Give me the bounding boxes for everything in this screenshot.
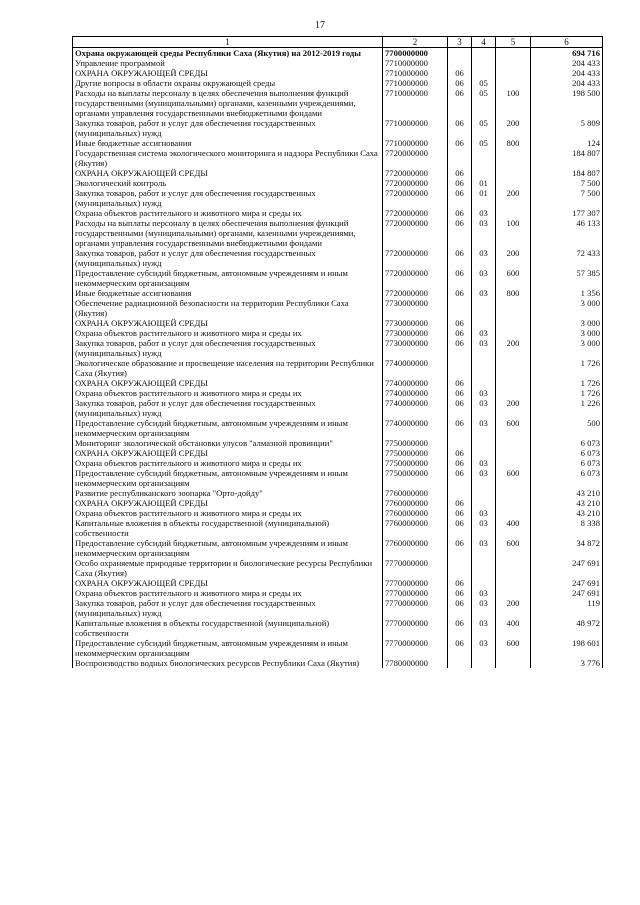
row-expense-type bbox=[496, 508, 531, 518]
row-section bbox=[448, 488, 472, 498]
table-row bbox=[73, 538, 603, 558]
row-name: Охрана объектов растительного и животного мира и среды их bbox=[73, 328, 383, 338]
row-amount: 6 073 bbox=[531, 458, 603, 468]
table-row bbox=[73, 268, 603, 288]
table-row bbox=[73, 398, 603, 418]
row-section: 06 bbox=[448, 168, 472, 178]
row-code: 7750000000 bbox=[383, 458, 448, 468]
row-code: 7710000000 bbox=[383, 118, 448, 138]
row-amount: 3 000 bbox=[531, 318, 603, 328]
row-section: 06 bbox=[448, 588, 472, 598]
row-code: 7770000000 bbox=[383, 588, 448, 598]
row-expense-type bbox=[496, 588, 531, 598]
table-row bbox=[73, 218, 603, 248]
row-name: Государственная система экологического мониторинга и надзора Республики Саха (Якутия) bbox=[73, 148, 383, 168]
row-name: Охрана окружающей среды Республики Саха (Якутия) на 2012-2019 годы bbox=[73, 48, 383, 59]
row-subsection bbox=[472, 488, 496, 498]
row-expense-type bbox=[496, 438, 531, 448]
row-expense-type bbox=[496, 328, 531, 338]
row-code: 7770000000 bbox=[383, 578, 448, 588]
row-subsection: 03 bbox=[472, 598, 496, 618]
row-amount: 43 210 bbox=[531, 498, 603, 508]
row-expense-type bbox=[496, 48, 531, 59]
row-subsection: 03 bbox=[472, 588, 496, 598]
row-section: 06 bbox=[448, 338, 472, 358]
row-expense-type: 600 bbox=[496, 538, 531, 558]
row-subsection: 01 bbox=[472, 178, 496, 188]
row-subsection: 05 bbox=[472, 78, 496, 88]
row-subsection bbox=[472, 438, 496, 448]
row-name: Расходы на выплаты персоналу в целях обеспечения выполнения функций государственными (муниципальными) органами, казенными учреждениями, органами управления государственными внебюджетными фондами bbox=[73, 88, 383, 118]
row-amount: 124 bbox=[531, 138, 603, 148]
row-section: 06 bbox=[448, 78, 472, 88]
column-header-5: 5 bbox=[496, 37, 531, 48]
row-name: Предоставление субсидий бюджетным, автономным учреждениям и иным некоммерческим организациям bbox=[73, 538, 383, 558]
column-number-row bbox=[73, 37, 603, 48]
row-expense-type bbox=[496, 378, 531, 388]
row-amount: 57 385 bbox=[531, 268, 603, 288]
row-name: Предоставление субсидий бюджетным, автономным учреждениям и иным некоммерческим организациям bbox=[73, 268, 383, 288]
row-amount: 184 807 bbox=[531, 148, 603, 168]
row-expense-type: 200 bbox=[496, 188, 531, 208]
row-name: Мониторинг экологической обстановки улусов "алмазной провинции" bbox=[73, 438, 383, 448]
table-row bbox=[73, 298, 603, 318]
row-amount: 119 bbox=[531, 598, 603, 618]
row-expense-type: 200 bbox=[496, 118, 531, 138]
row-amount: 6 073 bbox=[531, 448, 603, 458]
row-code: 7730000000 bbox=[383, 338, 448, 358]
table-row bbox=[73, 638, 603, 658]
row-section: 06 bbox=[448, 618, 472, 638]
row-section: 06 bbox=[448, 208, 472, 218]
row-subsection: 03 bbox=[472, 398, 496, 418]
table-row bbox=[73, 588, 603, 598]
table-row bbox=[73, 458, 603, 468]
row-subsection bbox=[472, 68, 496, 78]
row-code: 7740000000 bbox=[383, 418, 448, 438]
row-amount: 204 433 bbox=[531, 58, 603, 68]
row-name: ОХРАНА ОКРУЖАЮЩЕЙ СРЕДЫ bbox=[73, 378, 383, 388]
row-subsection: 03 bbox=[472, 638, 496, 658]
table-row bbox=[73, 378, 603, 388]
row-expense-type bbox=[496, 578, 531, 588]
table-row bbox=[73, 178, 603, 188]
table-row bbox=[73, 328, 603, 338]
row-amount: 1 726 bbox=[531, 388, 603, 398]
row-amount: 3 000 bbox=[531, 298, 603, 318]
row-code: 7770000000 bbox=[383, 558, 448, 578]
row-code: 7750000000 bbox=[383, 448, 448, 458]
row-expense-type bbox=[496, 448, 531, 458]
row-section: 06 bbox=[448, 498, 472, 508]
table-row bbox=[73, 78, 603, 88]
row-expense-type: 200 bbox=[496, 398, 531, 418]
table-row bbox=[73, 498, 603, 508]
row-code: 7770000000 bbox=[383, 598, 448, 618]
row-name: Охрана объектов растительного и животного мира и среды их bbox=[73, 588, 383, 598]
row-expense-type bbox=[496, 298, 531, 318]
row-section bbox=[448, 558, 472, 578]
row-subsection: 03 bbox=[472, 468, 496, 488]
table-row bbox=[73, 618, 603, 638]
row-name: Закупка товаров, работ и услуг для обеспечения государственных (муниципальных) нужд bbox=[73, 188, 383, 208]
row-amount: 8 338 bbox=[531, 518, 603, 538]
row-amount: 1 356 bbox=[531, 288, 603, 298]
row-code: 7720000000 bbox=[383, 168, 448, 178]
table-row bbox=[73, 578, 603, 588]
row-name: Иные бюджетные ассигнования bbox=[73, 288, 383, 298]
table-row bbox=[73, 598, 603, 618]
row-name: Капитальные вложения в объекты государственной (муниципальной) собственности bbox=[73, 618, 383, 638]
row-amount: 7 500 bbox=[531, 188, 603, 208]
row-name: Предоставление субсидий бюджетным, автономным учреждениям и иным некоммерческим организациям bbox=[73, 468, 383, 488]
row-amount: 6 073 bbox=[531, 468, 603, 488]
row-amount: 3 000 bbox=[531, 338, 603, 358]
row-amount: 198 601 bbox=[531, 638, 603, 658]
row-code: 7720000000 bbox=[383, 288, 448, 298]
row-name: ОХРАНА ОКРУЖАЮЩЕЙ СРЕДЫ bbox=[73, 318, 383, 328]
row-expense-type: 600 bbox=[496, 638, 531, 658]
row-section bbox=[448, 298, 472, 318]
row-name: Экологическое образование и просвещение населения на территории Республики Саха (Якутия) bbox=[73, 358, 383, 378]
row-subsection bbox=[472, 58, 496, 68]
row-section bbox=[448, 148, 472, 168]
row-expense-type: 600 bbox=[496, 418, 531, 438]
table-row bbox=[73, 288, 603, 298]
row-name: Закупка товаров, работ и услуг для обеспечения государственных (муниципальных) нужд bbox=[73, 118, 383, 138]
row-section: 06 bbox=[448, 388, 472, 398]
row-expense-type bbox=[496, 488, 531, 498]
row-section: 06 bbox=[448, 418, 472, 438]
row-section: 06 bbox=[448, 248, 472, 268]
budget-rows bbox=[73, 48, 603, 669]
row-expense-type bbox=[496, 358, 531, 378]
row-section: 06 bbox=[448, 598, 472, 618]
table-row bbox=[73, 118, 603, 138]
table-row bbox=[73, 438, 603, 448]
row-section bbox=[448, 58, 472, 68]
row-expense-type: 400 bbox=[496, 618, 531, 638]
row-section: 06 bbox=[448, 178, 472, 188]
row-code: 7710000000 bbox=[383, 138, 448, 148]
row-name: Закупка товаров, работ и услуг для обеспечения государственных (муниципальных) нужд bbox=[73, 248, 383, 268]
row-code: 7760000000 bbox=[383, 508, 448, 518]
row-expense-type: 600 bbox=[496, 268, 531, 288]
row-name: Охрана объектов растительного и животного мира и среды их bbox=[73, 208, 383, 218]
table-row bbox=[73, 468, 603, 488]
row-amount: 177 307 bbox=[531, 208, 603, 218]
row-code: 7740000000 bbox=[383, 388, 448, 398]
table-row bbox=[73, 388, 603, 398]
row-amount: 184 807 bbox=[531, 168, 603, 178]
row-section bbox=[448, 48, 472, 59]
column-header-3: 3 bbox=[448, 37, 472, 48]
row-subsection bbox=[472, 358, 496, 378]
row-amount: 204 433 bbox=[531, 78, 603, 88]
row-code: 7770000000 bbox=[383, 638, 448, 658]
row-code: 7720000000 bbox=[383, 188, 448, 208]
row-section: 06 bbox=[448, 538, 472, 558]
row-name: Особо охраняемые природные территории и биологические ресурсы Республики Саха (Якутия) bbox=[73, 558, 383, 578]
row-expense-type bbox=[496, 68, 531, 78]
row-expense-type: 400 bbox=[496, 518, 531, 538]
row-subsection: 03 bbox=[472, 338, 496, 358]
row-code: 7720000000 bbox=[383, 248, 448, 268]
row-amount: 48 972 bbox=[531, 618, 603, 638]
row-subsection: 03 bbox=[472, 388, 496, 398]
row-name: Иные бюджетные ассигнования bbox=[73, 138, 383, 148]
row-subsection: 03 bbox=[472, 288, 496, 298]
row-subsection bbox=[472, 578, 496, 588]
row-code: 7760000000 bbox=[383, 488, 448, 498]
row-name: ОХРАНА ОКРУЖАЮЩЕЙ СРЕДЫ bbox=[73, 498, 383, 508]
row-subsection: 03 bbox=[472, 208, 496, 218]
row-section: 06 bbox=[448, 578, 472, 588]
row-section: 06 bbox=[448, 378, 472, 388]
row-code: 7780000000 bbox=[383, 658, 448, 668]
row-expense-type bbox=[496, 168, 531, 178]
row-subsection bbox=[472, 498, 496, 508]
row-code: 7720000000 bbox=[383, 178, 448, 188]
table-row bbox=[73, 358, 603, 378]
row-code: 7770000000 bbox=[383, 618, 448, 638]
row-amount: 3 000 bbox=[531, 328, 603, 338]
row-section: 06 bbox=[448, 288, 472, 298]
row-section: 06 bbox=[448, 318, 472, 328]
row-code: 7710000000 bbox=[383, 68, 448, 78]
row-name: Капитальные вложения в объекты государственной (муниципальной) собственности bbox=[73, 518, 383, 538]
row-name: ОХРАНА ОКРУЖАЮЩЕЙ СРЕДЫ bbox=[73, 168, 383, 178]
column-header-6: 6 bbox=[531, 37, 603, 48]
row-name: Предоставление субсидий бюджетным, автономным учреждениям и иным некоммерческим организациям bbox=[73, 638, 383, 658]
row-subsection bbox=[472, 448, 496, 458]
row-expense-type: 800 bbox=[496, 138, 531, 148]
row-name: Воспроизводство водных биологических ресурсов Республики Саха (Якутия) bbox=[73, 658, 383, 668]
row-expense-type bbox=[496, 498, 531, 508]
row-subsection: 03 bbox=[472, 508, 496, 518]
row-section bbox=[448, 438, 472, 448]
row-expense-type bbox=[496, 388, 531, 398]
row-expense-type: 800 bbox=[496, 288, 531, 298]
row-code: 7750000000 bbox=[383, 468, 448, 488]
row-section: 06 bbox=[448, 268, 472, 288]
row-section: 06 bbox=[448, 328, 472, 338]
row-name: Закупка товаров, работ и услуг для обеспечения государственных (муниципальных) нужд bbox=[73, 338, 383, 358]
row-subsection bbox=[472, 148, 496, 168]
row-expense-type: 100 bbox=[496, 88, 531, 118]
row-amount: 247 691 bbox=[531, 578, 603, 588]
row-amount: 500 bbox=[531, 418, 603, 438]
row-section: 06 bbox=[448, 138, 472, 148]
row-subsection: 05 bbox=[472, 88, 496, 118]
row-name: Предоставление субсидий бюджетным, автономным учреждениям и иным некоммерческим организациям bbox=[73, 418, 383, 438]
row-expense-type bbox=[496, 148, 531, 168]
row-section bbox=[448, 658, 472, 668]
row-subsection: 03 bbox=[472, 328, 496, 338]
row-code: 7740000000 bbox=[383, 398, 448, 418]
row-section: 06 bbox=[448, 88, 472, 118]
column-header-4: 4 bbox=[472, 37, 496, 48]
row-code: 7710000000 bbox=[383, 58, 448, 68]
row-name: Развитие республиканского зоопарка "Орто-дойду" bbox=[73, 488, 383, 498]
row-code: 7760000000 bbox=[383, 518, 448, 538]
row-name: Охрана объектов растительного и животного мира и среды их bbox=[73, 458, 383, 468]
row-amount: 6 073 bbox=[531, 438, 603, 448]
row-subsection: 03 bbox=[472, 518, 496, 538]
row-expense-type bbox=[496, 558, 531, 578]
row-section: 06 bbox=[448, 508, 472, 518]
row-subsection: 03 bbox=[472, 538, 496, 558]
table-row bbox=[73, 558, 603, 578]
table-row bbox=[73, 208, 603, 218]
row-subsection: 05 bbox=[472, 118, 496, 138]
row-section: 06 bbox=[448, 458, 472, 468]
row-amount: 43 210 bbox=[531, 488, 603, 498]
row-amount: 5 809 bbox=[531, 118, 603, 138]
row-name: Обеспечение радиационной безопасности на территории Республики Саха (Якутия) bbox=[73, 298, 383, 318]
table-row bbox=[73, 138, 603, 148]
row-section: 06 bbox=[448, 218, 472, 248]
table-row bbox=[73, 248, 603, 268]
table-row bbox=[73, 58, 603, 68]
row-expense-type bbox=[496, 78, 531, 88]
row-section: 06 bbox=[448, 118, 472, 138]
row-subsection bbox=[472, 378, 496, 388]
row-amount: 1 726 bbox=[531, 358, 603, 378]
row-amount: 247 691 bbox=[531, 558, 603, 578]
row-amount: 34 872 bbox=[531, 538, 603, 558]
table-row bbox=[73, 418, 603, 438]
row-expense-type: 200 bbox=[496, 338, 531, 358]
row-subsection: 03 bbox=[472, 268, 496, 288]
row-amount: 7 500 bbox=[531, 178, 603, 188]
row-expense-type bbox=[496, 178, 531, 188]
row-code: 7710000000 bbox=[383, 78, 448, 88]
table-row bbox=[73, 168, 603, 178]
table-row bbox=[73, 518, 603, 538]
row-subsection: 05 bbox=[472, 138, 496, 148]
row-expense-type: 200 bbox=[496, 248, 531, 268]
table-row bbox=[73, 88, 603, 118]
row-name: Охрана объектов растительного и животного мира и среды их bbox=[73, 388, 383, 398]
row-amount: 1 226 bbox=[531, 398, 603, 418]
row-code: 7750000000 bbox=[383, 438, 448, 448]
row-expense-type: 100 bbox=[496, 218, 531, 248]
row-name: Закупка товаров, работ и услуг для обеспечения государственных (муниципальных) нужд bbox=[73, 398, 383, 418]
row-section: 06 bbox=[448, 188, 472, 208]
row-code: 7720000000 bbox=[383, 268, 448, 288]
row-subsection bbox=[472, 558, 496, 578]
row-amount: 43 210 bbox=[531, 508, 603, 518]
row-section: 06 bbox=[448, 468, 472, 488]
row-subsection: 03 bbox=[472, 618, 496, 638]
row-amount: 46 133 bbox=[531, 218, 603, 248]
row-code: 7760000000 bbox=[383, 538, 448, 558]
row-subsection: 03 bbox=[472, 248, 496, 268]
table-row bbox=[73, 448, 603, 458]
row-section bbox=[448, 358, 472, 378]
row-expense-type bbox=[496, 58, 531, 68]
row-code: 7710000000 bbox=[383, 88, 448, 118]
row-amount: 72 433 bbox=[531, 248, 603, 268]
row-amount: 3 776 bbox=[531, 658, 603, 668]
row-subsection: 01 bbox=[472, 188, 496, 208]
row-subsection bbox=[472, 318, 496, 328]
row-name: Расходы на выплаты персоналу в целях обеспечения выполнения функций государственными (муниципальными) органами, казенными учреждениями, органами управления государственными внебюджетными фондами bbox=[73, 218, 383, 248]
row-expense-type: 600 bbox=[496, 468, 531, 488]
table-row bbox=[73, 318, 603, 328]
row-code: 7730000000 bbox=[383, 328, 448, 338]
row-code: 7730000000 bbox=[383, 298, 448, 318]
row-section: 06 bbox=[448, 448, 472, 458]
row-amount: 198 500 bbox=[531, 88, 603, 118]
row-subsection bbox=[472, 658, 496, 668]
row-expense-type bbox=[496, 458, 531, 468]
row-subsection: 03 bbox=[472, 458, 496, 468]
row-name: ОХРАНА ОКРУЖАЮЩЕЙ СРЕДЫ bbox=[73, 578, 383, 588]
row-expense-type bbox=[496, 208, 531, 218]
row-name: Экологический контроль bbox=[73, 178, 383, 188]
row-amount: 694 716 bbox=[531, 48, 603, 59]
row-subsection bbox=[472, 298, 496, 318]
row-code: 7760000000 bbox=[383, 498, 448, 508]
row-name: Другие вопросы в области охраны окружающей среды bbox=[73, 78, 383, 88]
row-amount: 247 691 bbox=[531, 588, 603, 598]
row-expense-type bbox=[496, 318, 531, 328]
row-code: 7700000000 bbox=[383, 48, 448, 59]
row-expense-type bbox=[496, 658, 531, 668]
row-section: 06 bbox=[448, 638, 472, 658]
table-row bbox=[73, 188, 603, 208]
budget-table bbox=[72, 36, 603, 668]
table-row bbox=[73, 508, 603, 518]
row-name: Управление программой bbox=[73, 58, 383, 68]
row-code: 7720000000 bbox=[383, 208, 448, 218]
row-subsection: 03 bbox=[472, 218, 496, 248]
row-code: 7720000000 bbox=[383, 218, 448, 248]
row-name: Закупка товаров, работ и услуг для обеспечения государственных (муниципальных) нужд bbox=[73, 598, 383, 618]
row-name: Охрана объектов растительного и животного мира и среды их bbox=[73, 508, 383, 518]
row-amount: 1 726 bbox=[531, 378, 603, 388]
column-header-1: 1 bbox=[73, 37, 383, 48]
row-name: ОХРАНА ОКРУЖАЮЩЕЙ СРЕДЫ bbox=[73, 68, 383, 78]
row-subsection bbox=[472, 168, 496, 178]
row-subsection bbox=[472, 48, 496, 59]
row-code: 7740000000 bbox=[383, 358, 448, 378]
row-subsection: 03 bbox=[472, 418, 496, 438]
row-code: 7730000000 bbox=[383, 318, 448, 328]
row-amount: 204 433 bbox=[531, 68, 603, 78]
table-row bbox=[73, 338, 603, 358]
table-row bbox=[73, 48, 603, 59]
table-row bbox=[73, 148, 603, 168]
row-name: ОХРАНА ОКРУЖАЮЩЕЙ СРЕДЫ bbox=[73, 448, 383, 458]
row-section: 06 bbox=[448, 68, 472, 78]
row-expense-type: 200 bbox=[496, 598, 531, 618]
column-header-2: 2 bbox=[383, 37, 448, 48]
table-row bbox=[73, 658, 603, 668]
table-row bbox=[73, 488, 603, 498]
row-code: 7720000000 bbox=[383, 148, 448, 168]
page-number: 17 bbox=[315, 20, 325, 31]
row-section: 06 bbox=[448, 518, 472, 538]
table-row bbox=[73, 68, 603, 78]
row-section: 06 bbox=[448, 398, 472, 418]
row-code: 7740000000 bbox=[383, 378, 448, 388]
